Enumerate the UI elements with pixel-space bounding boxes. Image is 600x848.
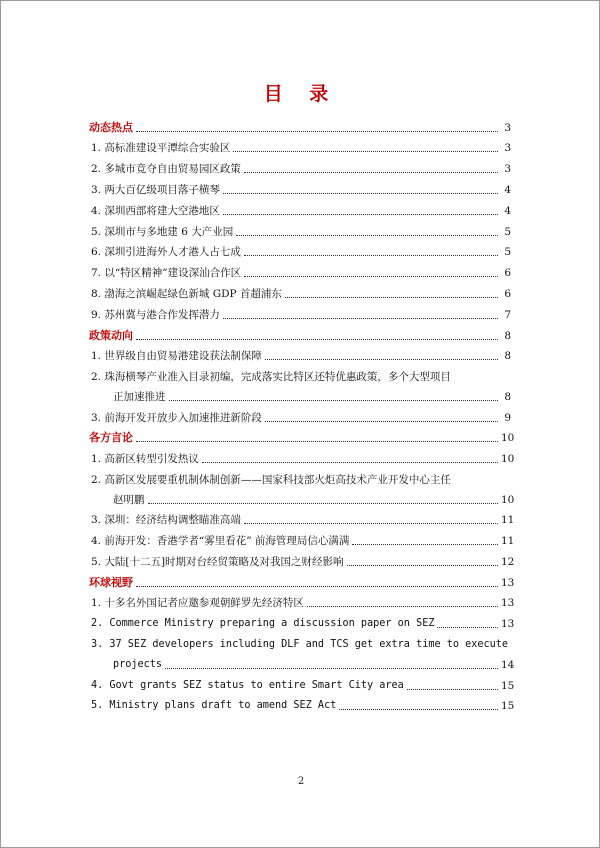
toc-title: 目 录 bbox=[263, 83, 339, 105]
page-number: 2 bbox=[297, 776, 305, 787]
dot-leader bbox=[136, 441, 498, 442]
entry-page-number: 4 bbox=[504, 183, 511, 196]
dot-leader bbox=[265, 421, 498, 422]
entry-page-number: 10 bbox=[501, 493, 515, 506]
dot-leader bbox=[347, 565, 498, 566]
dot-leader bbox=[244, 523, 498, 524]
toc-entry[interactable] bbox=[89, 679, 515, 693]
section-page-number: 10 bbox=[501, 432, 515, 445]
entry-page-number: 14 bbox=[501, 658, 515, 671]
toc-entry[interactable] bbox=[89, 473, 515, 507]
dot-leader bbox=[136, 339, 498, 340]
entry-title: 3. 37 SEZ developers including DLF and TCS get extra time to execute bbox=[91, 638, 509, 650]
entry-title: 1. 高新区转型引发热议 bbox=[91, 452, 199, 465]
entry-page-number: 15 bbox=[501, 679, 515, 692]
entry-continuation bbox=[89, 493, 515, 507]
entry-title: 5. 大陆[十二五]时期对台经贸策略及对我国之财经影响 bbox=[91, 555, 344, 568]
section-title: 动态热点 bbox=[89, 121, 133, 134]
entry-page-number: 8 bbox=[504, 349, 511, 362]
dot-leader bbox=[339, 709, 498, 710]
entry-title-continued: 正加速推进 bbox=[113, 390, 166, 403]
toc-entry[interactable] bbox=[89, 699, 515, 713]
dot-leader bbox=[244, 172, 498, 173]
dot-leader bbox=[244, 255, 498, 256]
entry-title: 9. 苏州冀与港合作发挥潜力 bbox=[91, 308, 220, 321]
entry-page-number: 5 bbox=[504, 225, 511, 238]
dot-leader bbox=[223, 318, 498, 319]
entry-page-number: 15 bbox=[501, 700, 515, 713]
toc-entry[interactable] bbox=[89, 308, 511, 322]
entry-title: 2. 多城市竞夺自由贸易园区政策 bbox=[91, 163, 241, 176]
entry-page-number: 9 bbox=[504, 411, 511, 424]
dot-leader bbox=[285, 297, 498, 298]
dot-leader bbox=[265, 359, 498, 360]
dot-leader bbox=[307, 606, 498, 607]
entry-title: 1. 十多名外国记者应邀参观朝鲜罗先经济特区 bbox=[91, 597, 304, 610]
dot-leader bbox=[136, 131, 498, 132]
toc-entry[interactable] bbox=[89, 287, 511, 301]
entry-title: 8. 渤海之滨崛起绿色新城 GDP 首超浦东 bbox=[91, 287, 282, 300]
entry-title: 1. 世界级自由贸易港建设获法制保障 bbox=[91, 349, 262, 362]
toc-entry[interactable] bbox=[89, 452, 515, 466]
toc-entry[interactable] bbox=[89, 266, 511, 280]
toc-entry[interactable] bbox=[89, 183, 511, 197]
entry-page-number: 13 bbox=[501, 597, 515, 610]
dot-leader bbox=[244, 276, 498, 277]
entry-title: 4. 前海开发：香港学者“雾里看花” 前海管理局信心满满 bbox=[91, 535, 350, 548]
section-page-number: 13 bbox=[501, 576, 515, 589]
entry-title-continued: 赵明鹏 bbox=[113, 493, 145, 506]
toc-entry[interactable] bbox=[89, 596, 515, 610]
entry-continuation bbox=[89, 390, 511, 404]
entry-page-number: 8 bbox=[504, 390, 511, 403]
entry-title: 3. 前海开发开放步入加速推进新阶段 bbox=[91, 411, 262, 424]
toc-entry[interactable] bbox=[89, 638, 515, 672]
dot-leader bbox=[148, 503, 499, 504]
dot-leader bbox=[407, 689, 498, 690]
dot-leader bbox=[165, 668, 498, 669]
entry-title: 4. 深圳西部将建大空港地区 bbox=[91, 204, 220, 217]
dot-leader bbox=[233, 151, 498, 152]
section-page-number: 3 bbox=[504, 122, 511, 134]
toc-entry[interactable] bbox=[89, 617, 515, 631]
toc-section-heading[interactable] bbox=[89, 121, 511, 135]
entry-page-number: 5 bbox=[504, 246, 511, 259]
entry-title: 2. 高新区发展要重机制体制创新——国家科技部火炬高技术产业开发中心主任 bbox=[91, 473, 451, 486]
entry-title: 3. 两大百亿级项目落子横琴 bbox=[91, 183, 220, 196]
dot-leader bbox=[352, 544, 498, 545]
entry-title: 3. 深圳：经济结构调整瞄准高端 bbox=[91, 514, 241, 527]
toc-entry[interactable] bbox=[89, 411, 511, 425]
dot-leader bbox=[169, 400, 499, 401]
entry-page-number: 6 bbox=[504, 287, 511, 300]
entry-page-number: 12 bbox=[501, 555, 515, 568]
table-of-contents bbox=[89, 121, 515, 720]
entry-page-number: 3 bbox=[504, 163, 511, 176]
toc-section-heading[interactable] bbox=[89, 575, 515, 590]
toc-entry[interactable] bbox=[89, 141, 511, 155]
entry-title: 5. 深圳市与多地建 6 大产业园 bbox=[91, 225, 234, 238]
entry-page-number: 4 bbox=[504, 204, 511, 217]
dot-leader bbox=[136, 586, 498, 587]
section-title: 政策动向 bbox=[89, 328, 133, 342]
entry-page-number: 6 bbox=[504, 267, 511, 280]
dot-leader bbox=[437, 627, 498, 628]
entry-title: 1. 高标准建设平潭综合实验区 bbox=[91, 142, 231, 155]
entry-title-continued: projects bbox=[113, 658, 163, 670]
entry-title: 2. 珠海横琴产业准入目录初编，完成落实比特区还特优惠政策，多个大型项目 bbox=[91, 370, 451, 383]
toc-entry[interactable] bbox=[89, 225, 511, 239]
toc-entry[interactable] bbox=[89, 245, 511, 259]
dot-leader bbox=[223, 193, 498, 194]
toc-entry[interactable] bbox=[89, 162, 511, 176]
entry-title: 7. 以“特区精神”建设深汕合作区 bbox=[91, 267, 242, 280]
entry-page-number: 13 bbox=[501, 617, 515, 630]
section-title: 环球视野 bbox=[89, 575, 133, 589]
toc-section-heading[interactable] bbox=[89, 431, 515, 445]
entry-page-number: 11 bbox=[501, 514, 515, 527]
toc-entry[interactable] bbox=[89, 555, 515, 569]
toc-entry[interactable] bbox=[89, 349, 511, 363]
entry-page-number: 3 bbox=[504, 142, 511, 155]
entry-title: 2. Commerce Ministry preparing a discussion paper on SEZ bbox=[91, 617, 435, 629]
toc-entry[interactable] bbox=[89, 204, 511, 218]
entry-page-number: 11 bbox=[501, 535, 515, 548]
entry-page-number: 7 bbox=[504, 308, 511, 321]
entry-title: 6. 深圳引进海外人才港人占七成 bbox=[91, 246, 241, 259]
entry-page-number: 10 bbox=[501, 452, 515, 465]
entry-title: 4. Govt grants SEZ status to entire Smart City area bbox=[91, 679, 404, 691]
entry-title: 5. Ministry plans draft to amend SEZ Act bbox=[91, 700, 337, 712]
section-title: 各方言论 bbox=[89, 431, 133, 445]
toc-section-heading[interactable] bbox=[89, 329, 511, 343]
toc-entry[interactable] bbox=[89, 513, 515, 527]
toc-entry[interactable] bbox=[89, 370, 511, 404]
entry-continuation bbox=[89, 658, 515, 672]
dot-leader bbox=[202, 462, 498, 463]
dot-leader bbox=[236, 235, 498, 236]
toc-entry[interactable] bbox=[89, 534, 515, 548]
dot-leader bbox=[223, 214, 498, 215]
section-page-number: 8 bbox=[504, 329, 511, 342]
